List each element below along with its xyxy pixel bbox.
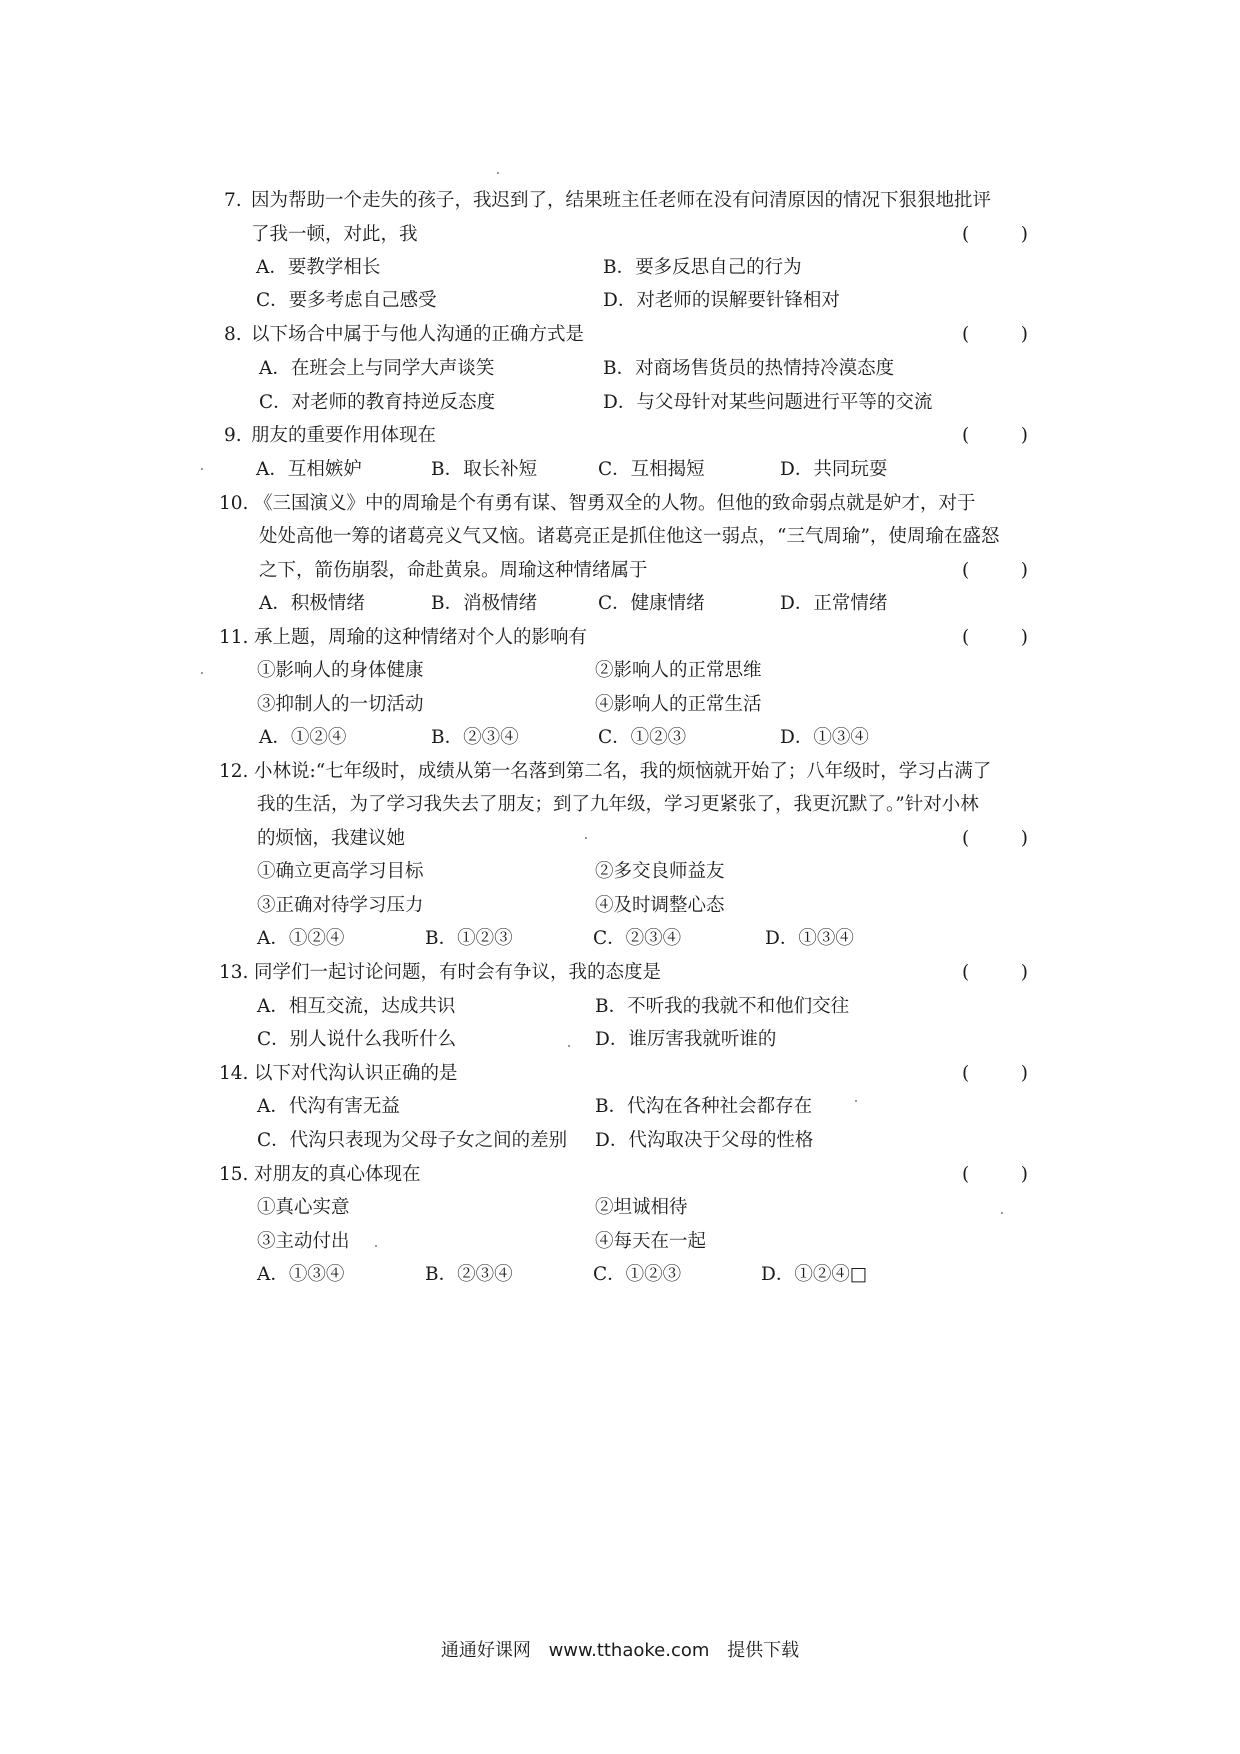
option-b: B．对商场售货员的热情持冷漠态度 xyxy=(603,358,895,379)
statement-item: ④影响人的正常生活 xyxy=(595,694,762,715)
statement-item: ①影响人的身体健康 xyxy=(257,660,424,681)
scan-speck xyxy=(585,837,587,839)
option-d: D．①③④ xyxy=(780,727,869,748)
option-a: A．要教学相长 xyxy=(256,257,381,278)
question-number: 7. xyxy=(224,190,242,211)
option-d: D．共同玩耍 xyxy=(780,459,888,480)
scan-speck xyxy=(497,172,499,174)
option-a: A．①②④ xyxy=(259,727,347,748)
question-number: 15. xyxy=(219,1164,249,1185)
question-text: 承上题，周瑜的这种情绪对个人的影响有 xyxy=(254,627,588,648)
question-number: 13. xyxy=(219,962,249,983)
option-c: C．对老师的教育持逆反态度 xyxy=(259,392,496,413)
scan-speck xyxy=(855,1100,857,1102)
option-d: D．正常情绪 xyxy=(780,593,888,614)
footer-suffix: 提供下载 xyxy=(727,1640,800,1661)
statement-item: ④每天在一起 xyxy=(595,1231,707,1252)
option-b: B．取长补短 xyxy=(431,459,538,480)
statement-item: ③正确对待学习压力 xyxy=(257,895,424,916)
option-c: C．别人说什么我听什么 xyxy=(257,1029,457,1050)
option-b: B．①②③ xyxy=(425,928,513,949)
option-a: A．互相嫉妒 xyxy=(256,459,362,480)
option-a: A．代沟有害无益 xyxy=(257,1096,400,1117)
option-a: A．在班会上与同学大声谈笑 xyxy=(259,358,495,379)
question-text: 小林说:“七年级时，成绩从第一名落到第二名，我的烦恼就开始了；八年级时，学习占满了 xyxy=(254,761,992,782)
statement-item: ④及时调整心态 xyxy=(595,895,725,916)
option-d: D．与父母针对某些问题进行平等的交流 xyxy=(603,392,933,413)
footer-site-name: 通通好课网 xyxy=(440,1640,531,1661)
option-b: B．不听我的我就不和他们交往 xyxy=(595,996,850,1017)
option-a: A．①③④ xyxy=(257,1264,345,1285)
option-c: C．健康情绪 xyxy=(598,593,705,614)
option-b: B．代沟在各种社会都存在 xyxy=(595,1096,813,1117)
question-text: 处处高他一筹的诸葛亮义气又恼。诸葛亮正是抓住他这一弱点，“三气周瑜”，使周瑜在盛怒 xyxy=(259,526,1000,547)
question-number: 8. xyxy=(224,324,242,345)
question-text: 对朋友的真心体现在 xyxy=(254,1164,421,1185)
footer-url[interactable]: www.tthaoke.com xyxy=(548,1640,710,1661)
option-a: A．相互交流，达成共识 xyxy=(257,996,456,1017)
question-text: 同学们一起讨论问题，有时会有争议，我的态度是 xyxy=(254,962,662,983)
statement-item: ①确立更高学习目标 xyxy=(257,861,424,882)
option-c: C．①②③ xyxy=(598,727,687,748)
question-number: 12. xyxy=(219,761,249,782)
question-text: 之下，箭伤崩裂，命赴黄泉。周瑜这种情绪属于 xyxy=(259,560,648,581)
option-b: B．②③④ xyxy=(425,1264,513,1285)
option-c: C．①②③ xyxy=(593,1264,682,1285)
option-c: C．互相揭短 xyxy=(598,459,705,480)
question-number: 14. xyxy=(219,1063,249,1084)
option-d: D．①②④□ xyxy=(761,1264,868,1285)
statement-item: ①真心实意 xyxy=(257,1197,350,1218)
statement-item: ②多交良师益友 xyxy=(595,861,725,882)
scan-speck xyxy=(568,1045,570,1047)
option-d: D．①③④ xyxy=(765,928,854,949)
option-c: C．要多考虑自己感受 xyxy=(256,290,437,311)
option-c: C．②③④ xyxy=(593,928,682,949)
option-a: A．积极情绪 xyxy=(259,593,365,614)
option-a: A．①②④ xyxy=(257,928,345,949)
statement-item: ③抑制人的一切活动 xyxy=(257,694,424,715)
option-d: D．对老师的误解要针锋相对 xyxy=(603,290,840,311)
question-text: 以下场合中属于与他人沟通的正确方式是 xyxy=(251,324,585,345)
question-number: 10. xyxy=(219,493,249,514)
option-b: B．要多反思自己的行为 xyxy=(603,257,802,278)
question-text: 《三国演义》中的周瑜是个有勇有谋、智勇双全的人物。但他的致命弱点就是妒才，对于 xyxy=(254,493,976,514)
question-number: 11. xyxy=(219,627,249,648)
statement-item: ②影响人的正常思维 xyxy=(595,660,762,681)
option-c: C．代沟只表现为父母子女之间的差别 xyxy=(257,1130,568,1151)
exam-page: 7. 因为帮助一个走失的孩子，我迟到了，结果班主任老师在没有问清原因的情况下狠狠地批评 了我一顿，对此，我 ( ) A．要教学相长 B．要多反思自己的行为 C．要多考虑自己感受 D．对老师的误解要针锋相对 8. 以下场合中属于与他人沟通的正确方式是 ( ) A．在班会上与同学大声谈笑 B．对商场售货员的热情持冷漠态度 C．对老师的教育持逆反态度 D．与父母针对某些问题进行平等的交流 9. 朋友的重要作用体现在 ( ) A．互相嫉妒 B．取长补短 C．互相揭短 D．共同玩耍 10. 《三国演义》中的周瑜是个有勇有谋、智勇双全的人物。但他的致命弱点就是妒才，对于 处处高他一筹的诸葛亮义气又恼。诸葛亮正是抓住他这一弱点，“三气周瑜”，使周瑜在盛怒 之下，箭伤崩裂，命赴黄泉。周瑜这种情绪属于 ( ) A．积极情绪 B．消极情绪 C．健康情绪 D．正常情绪 11. 承上题，周瑜的这种情绪对个人的影响有 ( ) ①影响人的身体健康 ②影响人的正常思维 ③抑制人的一切活动 ④影响人的正常生活 A．①②④ B．②③④ C．①②③ D．①③④ 12. 小林说:“七年级时，成绩从第一名落到第二名，我的烦恼就开始了；八年级时，学习占满了 我的生活，为了学习我失去了朋友；到了九年级，学习更紧张了，我更沉默了。”针对小林 的烦恼，我建议她 ( ) ①确立更高学习目标 ②多交良师益友 ③正确对待学习压力 ④及时调整心态 A．①②④ B．①②③ C．②③④ D．①③④ 13. 同学们一起讨论问题，有时会有争议，我的态度是 ( ) A．相互交流，达成共识 B．不听我的我就不和他们交往 C．别人说什么我听什么 D．谁厉害我就听谁的 14. 以下对代沟认识正确的是 ( ) A．代沟有害无益 B．代沟在各种社会都存在 C．代沟只表现为父母子女之间的差别 D．代沟取决于父母的性格 15. 对朋友的真心体现在 ( ) ①真心实意 ②坦诚相待 ③主动付出 ④每天在一起 A．①③④ B．②③④ C．①②③ D．①②④□ 通通好课网 www.tthaoke.com 提供下载 xyxy=(0,0,1240,1754)
scan-speck xyxy=(375,1245,377,1247)
statement-item: ②坦诚相待 xyxy=(595,1197,688,1218)
option-b: B．②③④ xyxy=(431,727,519,748)
question-text: 的烦恼，我建议她 xyxy=(257,828,406,849)
question-text: 了我一顿，对此，我 xyxy=(251,224,418,245)
option-b: B．消极情绪 xyxy=(431,593,538,614)
scan-speck xyxy=(201,468,203,470)
question-text: 我的生活，为了学习我失去了朋友；到了九年级，学习更紧张了，我更沉默了。”针对小林 xyxy=(257,794,979,815)
scan-speck xyxy=(201,672,203,674)
scan-speck xyxy=(1001,1212,1003,1214)
question-text: 以下对代沟认识正确的是 xyxy=(254,1063,458,1084)
question-text: 因为帮助一个走失的孩子，我迟到了，结果班主任老师在没有问清原因的情况下狠狠地批评 xyxy=(251,190,992,211)
question-text: 朋友的重要作用体现在 xyxy=(251,425,437,446)
statement-item: ③主动付出 xyxy=(257,1231,350,1252)
page-footer xyxy=(0,1636,1240,1666)
option-d: D．谁厉害我就听谁的 xyxy=(595,1029,777,1050)
option-d: D．代沟取决于父母的性格 xyxy=(595,1130,814,1151)
question-number: 9. xyxy=(224,425,242,446)
